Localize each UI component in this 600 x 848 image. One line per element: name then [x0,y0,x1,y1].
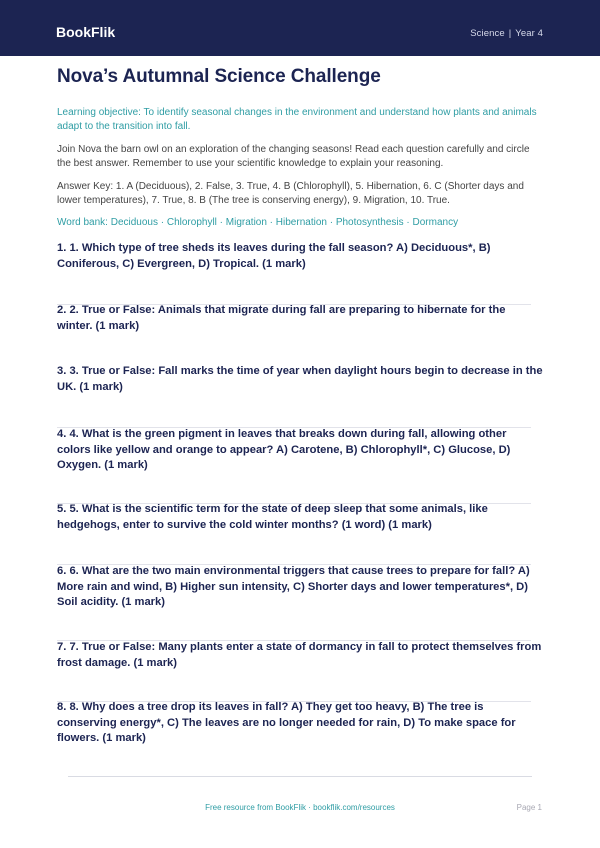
word-bank: Word bank: Deciduous · Chlorophyll · Migration · Hibernation · Photosynthesis · Dormancy [57,217,459,228]
intro-section [57,66,543,230]
header-bar [0,0,600,56]
subject-year [470,28,543,39]
question-text: 4. 4. What is the green pigment in leaves that breaks down during fall, allowing other colors like yellow and orange to appear? A) Carotene, B) Chlorophyll*, C) Glucose, D) Oxygen. (1 mark) [57,428,511,472]
subject-label: Science [470,28,505,39]
question-text: 3. 3. True or False: Fall marks the time of year when daylight hours begin to decrease in the UK. (1 mark) [57,365,543,393]
year-label: Year 4 [515,28,543,39]
question-8 [57,700,543,747]
question-6 [57,564,543,611]
question-text: 2. 2. True or False: Animals that migrate during fall are preparing to hibernate for the winter. (1 mark) [57,304,506,332]
question-text: 6. 6. What are the two main environmental triggers that cause trees to prepare for fall? A) More rain and wind, B) Higher sun intensity, C) Shorter days and lower temperatures*, D) Soil acidity. (1 mark) [57,565,530,609]
question-7 [57,640,543,671]
brand-logo[interactable]: BookFlik [56,24,116,40]
question-4 [57,427,543,474]
question-text: 5. 5. What is the scientific term for the state of deep sleep that some animals, like hedgehogs, enter to survive the cold winter months? (1 word) (1 mark) [57,503,488,531]
question-1 [57,241,543,272]
footer-divider [68,776,532,777]
page-number: Page 1 [516,803,542,812]
question-3 [57,364,543,395]
question-5 [57,502,543,533]
question-text: 8. 8. Why does a tree drop its leaves in fall? A) They get too heavy, B) The tree is conserving energy*, C) The leaves are no longer needed for rain, D) To make space for flowers. (1 mark) [57,701,516,745]
intro-text: Join Nova the barn owl on an exploration of the changing seasons! Read each question carefully and circle the best answer. Remember to use your scientific knowledge to explain your reasoning. [57,144,530,169]
question-2 [57,303,543,334]
question-text: 7. 7. True or False: Many plants enter a state of dormancy in fall to protect themselves from frost damage. (1 mark) [57,641,542,669]
footer-link[interactable]: Free resource from BookFlik · bookflik.com/resources [205,803,395,812]
learning-objective: Learning objective: To identify seasonal changes in the environment and understand how plants and animals adapt to the transition into fall. [57,107,537,132]
answer-key: Answer Key: 1. A (Deciduous), 2. False, 3. True, 4. B (Chlorophyll), 5. Hibernation, 6. C (Shorter days and lower temperatures), 7. True, 8. B (The tree is conserving energy), 9. Migration, 10. True. [57,181,524,206]
meta-separator: | [508,28,512,39]
page-title: Nova’s Autumnal Science Challenge [57,66,381,87]
question-text: 1. 1. Which type of tree sheds its leaves during the fall season? A) Deciduous*, B) Coniferous, C) Evergreen, D) Tropical. (1 mark) [57,242,491,270]
